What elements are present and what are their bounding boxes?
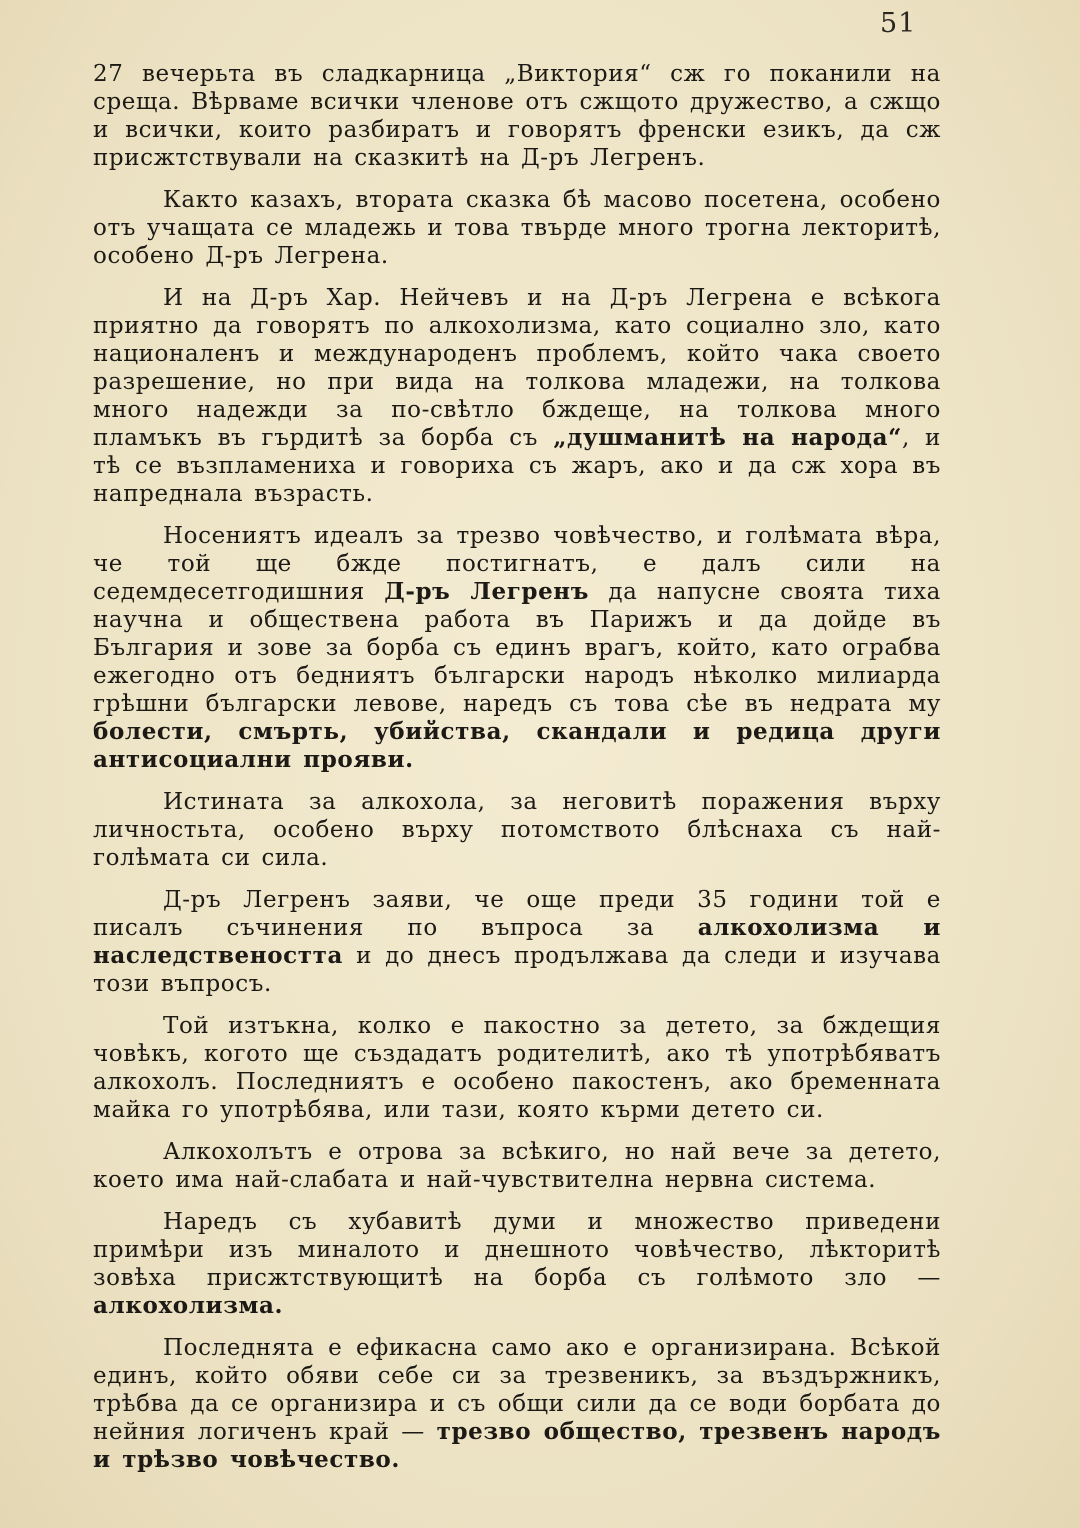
paragraph-text: , и тѣ се възпламениха и говориха съ жаръ, ако и да сж хора въ напреднала възрасть. xyxy=(93,425,941,507)
emphasis-text: болести, смърть, убийства, скандали и редица други антисоциални прояви. xyxy=(93,718,941,773)
paragraph-text: да напусне своята тиха научна и обществена работа въ Парижъ и да дойде въ България и зове за борба съ единъ врагъ, който, като ограбва ежегодно отъ бедниятъ български народъ нѣколко милиарда грѣшни български левове, наредъ съ това сѣе въ недрата му xyxy=(93,579,941,717)
paragraph-text: Носениятъ идеалъ за трезво човѣчество, и голѣмата вѣра, че той ще бжде постигнатъ, е далъ сили на седемдесетгодишния xyxy=(93,523,941,605)
emphasis-text: Д-ръ Легренъ xyxy=(384,578,589,605)
paragraph-1 xyxy=(93,60,941,172)
emphasis-text: алкохолизма и наследствеността xyxy=(93,914,942,969)
paragraph-8 xyxy=(93,1138,941,1194)
paragraph-text: Д-ръ Легренъ заяви, че още преди 35 години той е писалъ съчинения по въпроса за xyxy=(93,887,941,941)
emphasis-text: „душманитѣ на народа“ xyxy=(553,424,902,451)
page-number: 51 xyxy=(880,8,917,39)
body-text xyxy=(93,60,941,1488)
paragraph-text: Той изтъкна, колко е пакостно за детето, за бждещия човѣкъ, когото ще създадатъ родителитѣ, ако тѣ употрѣбяватъ алкохолъ. Последниятъ е особено пакостенъ, ако бременната майка го употрѣбява, или тази, която кърми детето си. xyxy=(93,1013,941,1123)
paragraph-5 xyxy=(93,788,941,872)
paragraph-text: и до днесъ продължава да следи и изучава този въпросъ. xyxy=(93,943,941,997)
emphasis-text: трезво общество, трезвенъ народъ и трѣзво човѣчество. xyxy=(93,1418,941,1473)
paragraph-9 xyxy=(93,1208,941,1320)
paragraph-text: Алкохолътъ е отрова за всѣкиго, но най вече за детето, което има най-слабата и най-чувствителна нервна система. xyxy=(93,1139,941,1193)
paragraph-text: Както казахъ, втората сказка бѣ масово посетена, особено отъ учащата се младежь и това твърде много трогна лекторитѣ, особено Д-ръ Легрена. xyxy=(93,187,941,269)
emphasis-text: алкохолизма. xyxy=(93,1292,284,1319)
paragraph-text: 27 вечерьта въ сладкарница „Виктория“ сж го поканили на среща. Вѣрваме всички членове отъ сжщото дружество, а сжщо и всички, които разбиратъ и говорятъ френски езикъ, да сж присжтствували на сказкитѣ на Д-ръ Легренъ. xyxy=(93,61,941,171)
paragraph-text: Наредъ съ хубавитѣ думи и множество приведени примѣри изъ миналото и днешното човѣчество, лѣкторитѣ зовѣха присжтствующитѣ на борба съ голѣмото зло — xyxy=(93,1209,941,1291)
paragraph-text: Последнята е ефикасна само ако е организирана. Всѣкой единъ, който обяви себе си за трезвеникъ, за въздържникъ, трѣбва да се организира и съ общи сили да се води борбата до нейния логиченъ край — xyxy=(93,1335,941,1445)
paragraph-3 xyxy=(93,284,941,508)
paragraph-2 xyxy=(93,186,941,270)
paragraph-text: И на Д-ръ Хар. Нейчевъ и на Д-ръ Легрена е всѣкога приятно да говорятъ по алкохолизма, като социално зло, като националенъ и международенъ проблемъ, който чака своето разрешение, но при вида на толкова младежи, на толкова много надежди за по-свѣтло бждеще, на толкова много пламъкъ въ гърдитѣ за борба съ xyxy=(93,285,941,451)
paragraph-7 xyxy=(93,1012,941,1124)
paragraph-4 xyxy=(93,522,941,774)
paragraph-10 xyxy=(93,1334,941,1474)
paragraph-6 xyxy=(93,886,941,998)
paragraph-text: Истината за алкохола, за неговитѣ поражения върху личностьта, особено върху потомството блѣснаха съ най-голѣмата си сила. xyxy=(93,789,941,871)
